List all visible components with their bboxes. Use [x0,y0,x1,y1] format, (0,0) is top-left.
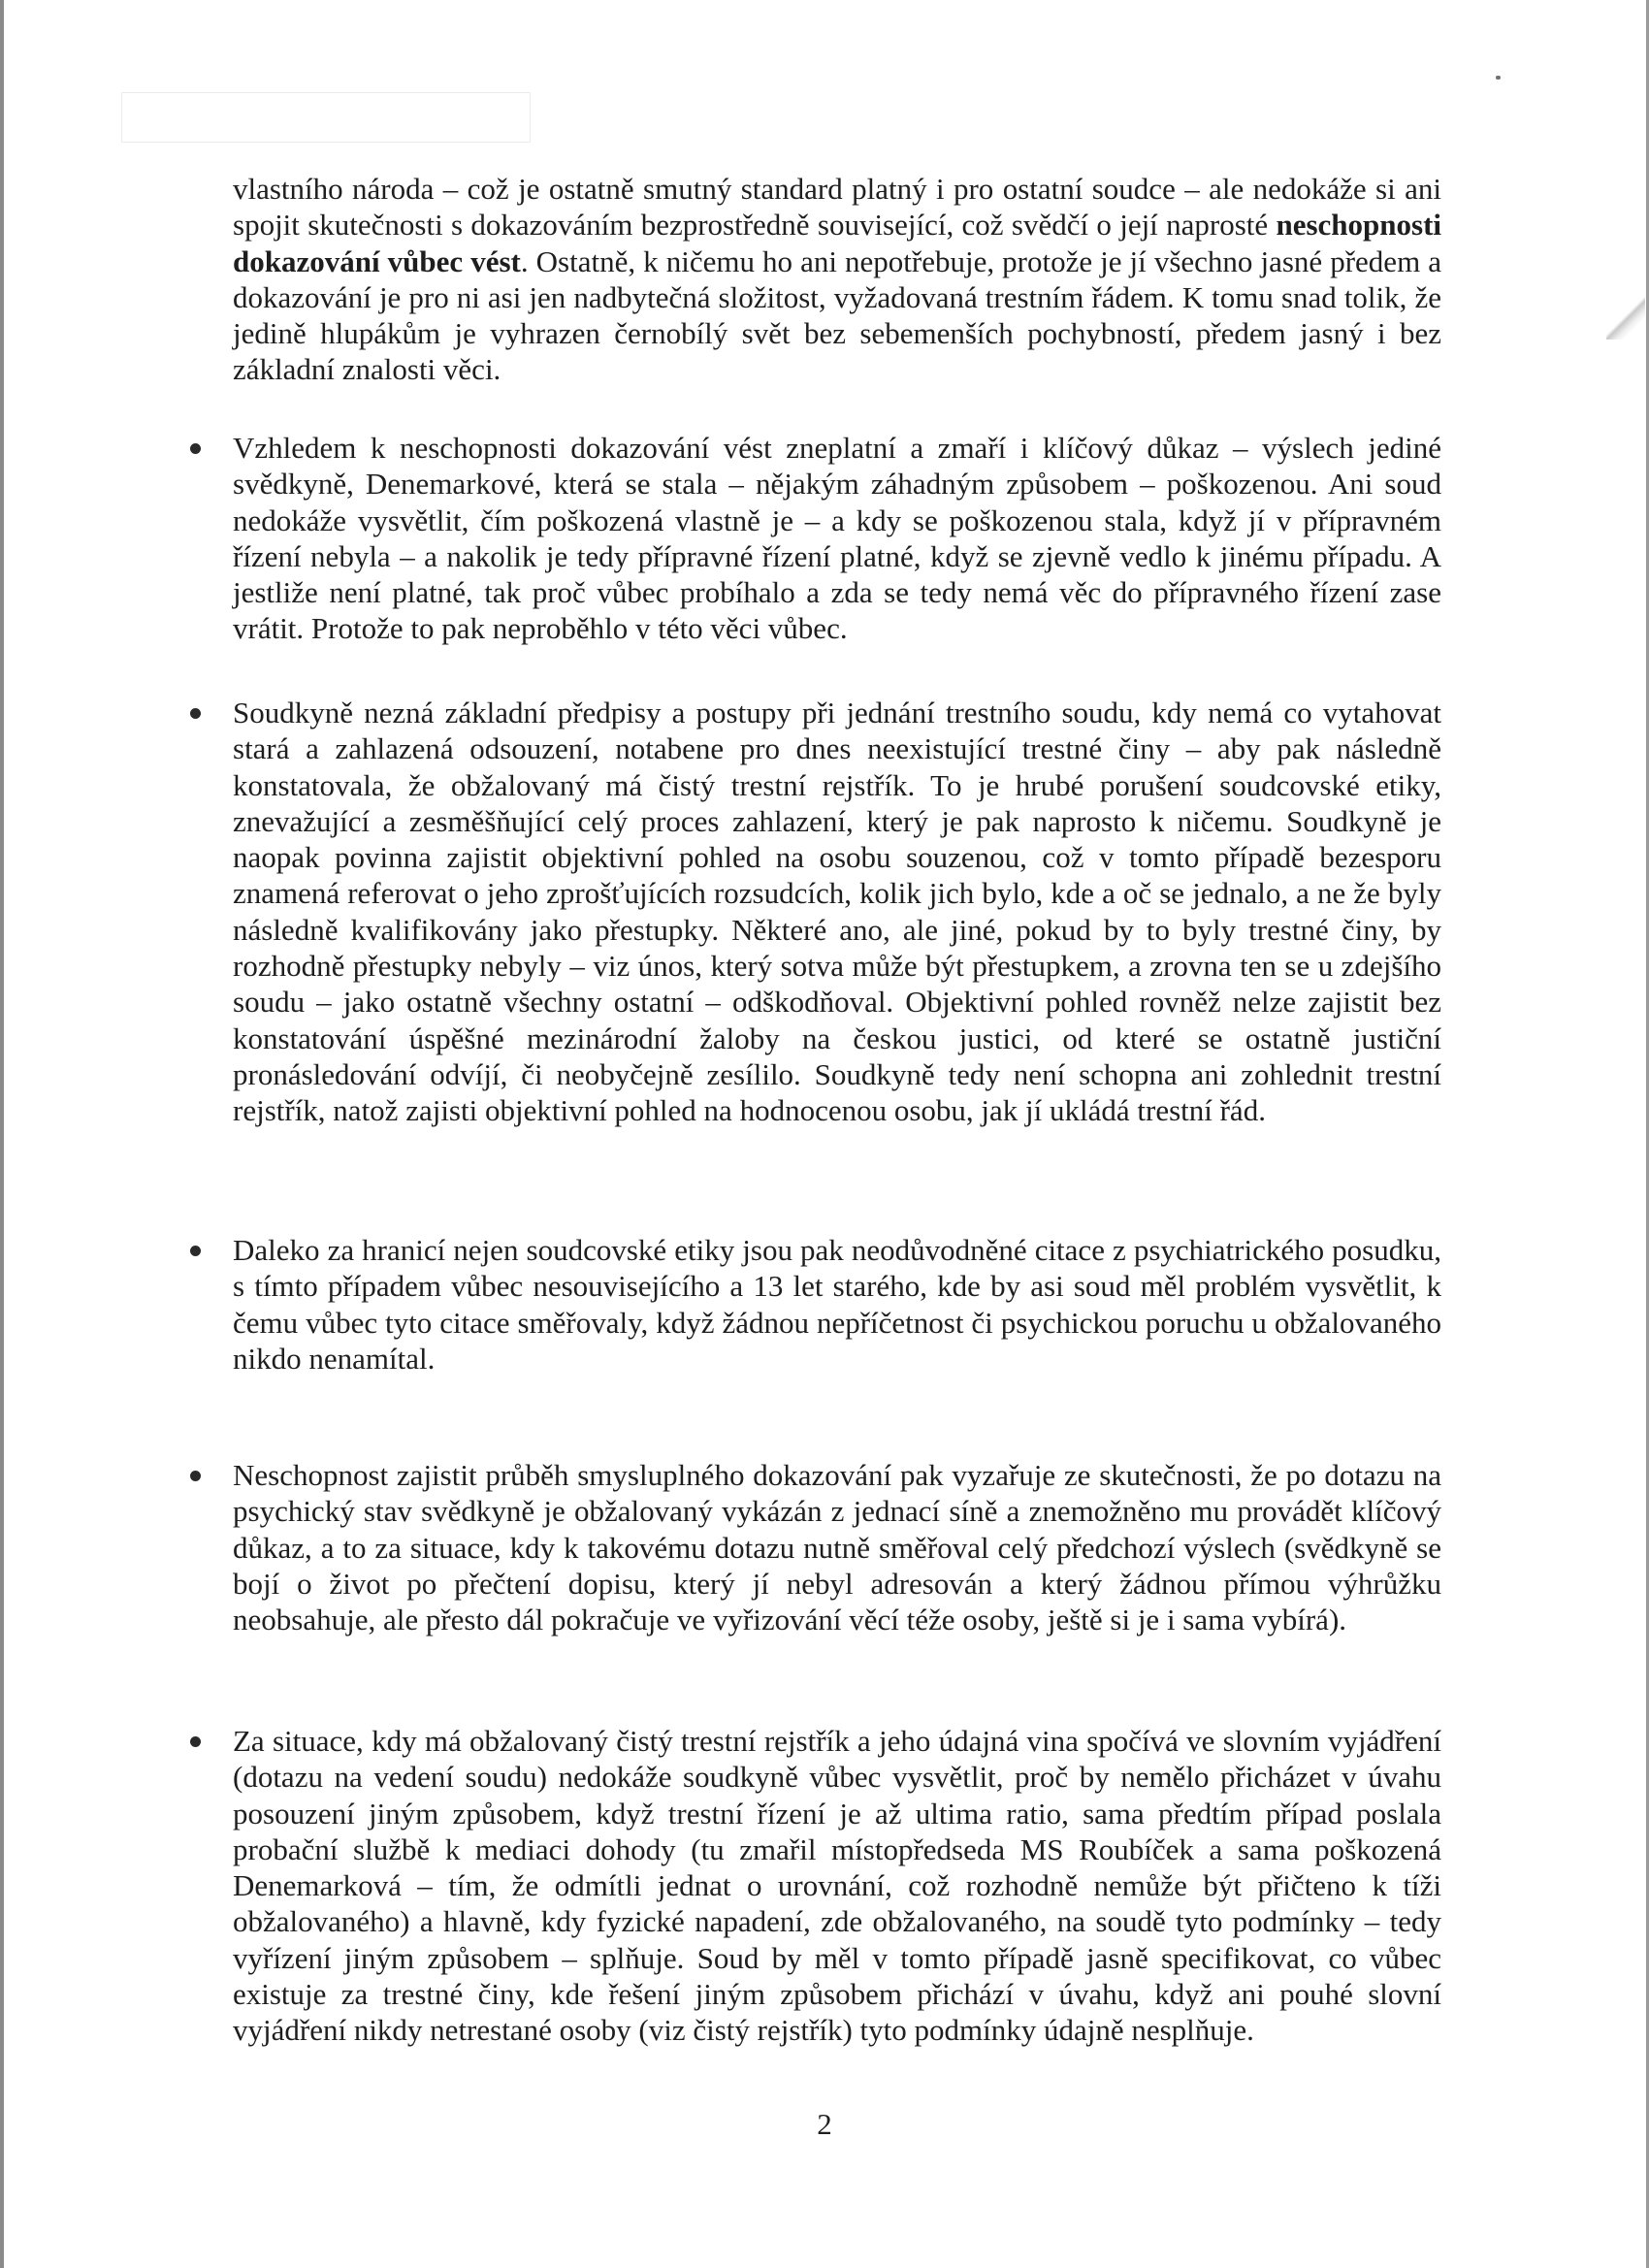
bullet-text: Neschopnost zajistit průběh smysluplného dokazování pak vyzařuje ze skutečnosti, že po dotazu na psychický stav svědkyně je obžalovaný vykázán z jednací síně a znemožněno mu provádět klíčový důkaz, a to za situace, kdy k takovému dotazu nutně směřoval celý předchozí výslech (svědkyně se bojí o život po přečtení dopisu, který jí nebyl adresován a který žádnou přímou výhrůžku neobsahuje, ale přesto dál pokračuje ve vyřizování věcí téže osoby, ještě si je i sama vybírá). [233,1458,1441,1637]
bullet-item [233,1723,1441,2049]
bullet-text: Daleko za hranicí nejen soudcovské etiky jsou pak neodůvodněné citace z psychiatrického posudku, s tímto případem vůbec nesouvisejícího a 13 let starého, kde by asi soud měl problém vysvětlit, k čemu vůbec tyto citace směřovaly, když žádnou nepříčetnost či psychickou poruchu u obžalovaného nikdo nenamítal. [233,1233,1441,1376]
bleed-through-stamp [121,92,531,143]
bullet-item [233,1457,1441,1637]
page-corner-fold [1606,281,1645,340]
bullet-icon [190,1471,201,1481]
bullet-item [233,1232,1441,1377]
bullet-icon [190,443,201,454]
bullet-text: Soudkyně nezná základní předpisy a postupy při jednání trestního soudu, kdy nemá co vytahovat stará a zahlazená odsouzení, notabene pro dnes neexistující trestné činy – aby pak následně konstatovala, že obžalovaný má čistý trestní rejstřík. To je hrubé porušení soudcovské etiky, znevažující a zesměšňující celý proces zahlazení, který je pak naprosto k ničemu. Soudkyně je naopak povinna zajistit objektivní pohled na osobu souzenou, což v tomto případě bezesporu znamená referovat o jeho zprošťujících rozsudcích, kolik jich bylo, kde a oč se jednalo, a ne že byly následně kvalifikovány jako přestupky. Některé ano, ale jiné, pokud by to byly trestné činy, by rozhodně přestupky nebyly – viz únos, který sotva může být přestupkem, a zrovna ten se u zdejšího soudu – jako ostatně všechny ostatní – odškodňoval. Objektivní pohled rovněž nelze zajistit bez konstatování úspěšné mezinárodní žaloby na českou justici, od které se ostatně justiční pronásledování odvíjí, či neobyčejně zesílilo. Soudkyně tedy není schopna ani zohlednit trestní rejstřík, natož zajisti objektivní pohled na hodnocenou osobu, jak jí ukládá trestní řád. [233,696,1441,1128]
intro-text-end: . Ostatně, k ničemu ho ani nepotřebuje, protože je jí všechno jasné předem a dokazování je pro ni asi jen nadbytečná složitost, vyžadovaná trestním řádem. K tomu snad tolik, že jedině hlupákům je vyhrazen černobílý svět bez sebemenších pochybností, předem jasný i bez základní znalosti věci. [233,243,1441,387]
scan-speck [1496,76,1501,80]
bullet-item [233,695,1441,1129]
intro-text-start: vlastního národa – což je ostatně smutný standard platný i pro ostatní soudce – ale nedokáže si ani spojit skutečnosti s dokazováním bezprostředně související, což svědčí o její naprosté [233,172,1441,243]
bullet-icon [190,1246,201,1256]
intro-paragraph [233,171,1441,388]
bullet-text: Za situace, kdy má obžalovaný čistý trestní rejstřík a jeho údajná vina spočívá ve slovním vyjádření (dotazu na vedení soudu) nedokáže soudkyně vůbec vysvětlit, proč by nemělo přicházet v úvahu posouzení jiným způsobem, když trestní řízení je až ultima ratio, sama předtím případ poslala probační službě k mediaci dohody (tu zmařil místopředseda MS Roubíček a sama poškozená Denemarková – tím, že odmítli jednat o urovnání, což rozhodně nemůže být přičteno k tíži obžalovaného) a hlavně, kdy fyzické napadení, zde obžalovaného, na soudě tyto podmínky – tedy vyřízení jiným způsobem – splňuje. Soud by měl v tomto případě jasně specifikovat, co vůbec existuje za trestné činy, kde řešení jiným způsobem přichází v úvahu, když ani pouhé slovní vyjádření nikdy netrestané osoby (viz čistý rejstřík) tyto podmínky údajně nesplňuje. [233,1724,1441,2048]
scan-edge-left [0,0,4,2268]
bullet-icon [190,708,201,719]
page-number: 2 [817,2107,832,2141]
bullet-item [233,430,1441,647]
bullet-text: Vzhledem k neschopnosti dokazování vést zneplatní a zmaří i klíčový důkaz – výslech jediné svědkyně, Denemarkové, která se stala – nějakým záhadným způsobem – poškozenou. Ani soud nedokáže vysvětlit, čím poškozená vlastně je – a kdy se poškozenou stala, když jí v přípravném řízení nebyla – a nakolik je tedy přípravné řízení platné, když se zjevně vedlo k jinému případu. A jestliže není platné, tak proč vůbec probíhalo a zda se tedy nemá věc do přípravného řízení zase vrátit. Protože to pak neproběhlo v této věci vůbec. [233,431,1441,646]
intro-bold-phrase: neschopnosti dokazování vůbec vést [233,208,1441,278]
bullet-icon [190,1736,201,1747]
